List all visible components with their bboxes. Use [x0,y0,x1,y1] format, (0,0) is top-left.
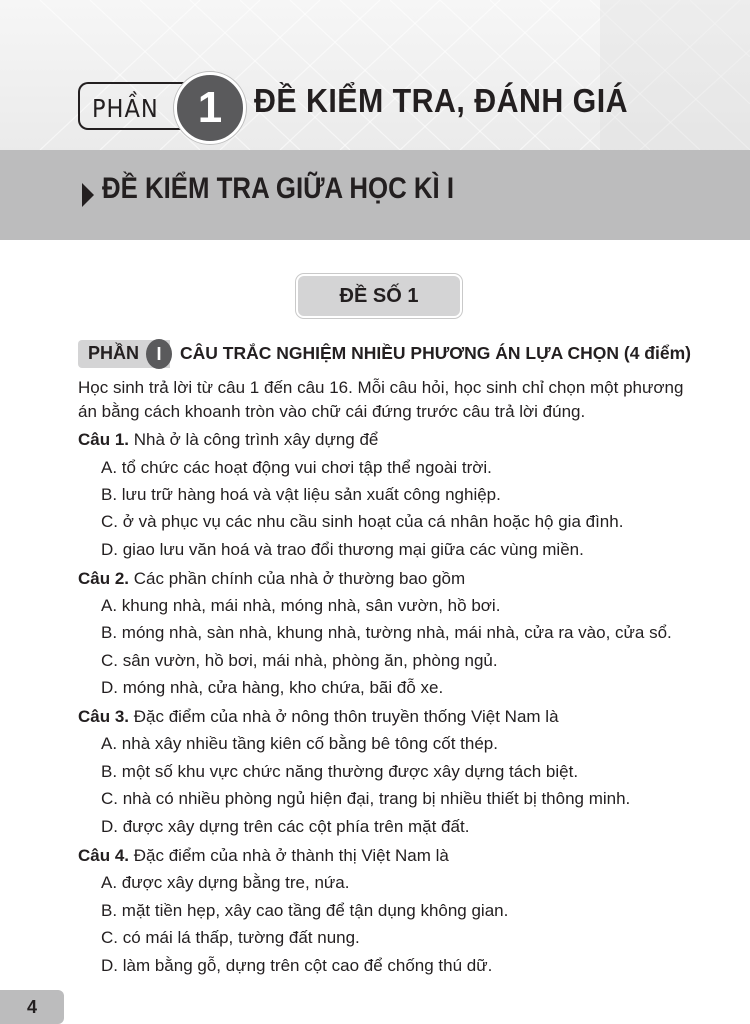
page-number-tab [0,990,64,1024]
answer-option[interactable]: B. một số khu vực chức năng thường được xây dựng tách biệt. [101,762,579,781]
answer-option[interactable]: A. tổ chức các hoạt động vui chơi tập thể ngoài trời. [101,458,492,477]
section-title: CÂU TRẮC NGHIỆM NHIỀU PHƯƠNG ÁN LỰA CHỌN (4 điểm) [180,343,691,363]
answer-option[interactable]: B. móng nhà, sàn nhà, khung nhà, tường nhà, mái nhà, cửa ra vào, cửa sổ. [101,623,672,642]
answer-option[interactable]: D. móng nhà, cửa hàng, kho chứa, bãi đỗ xe. [101,678,444,697]
part-word: PHẦN [92,94,159,123]
answer-option[interactable]: C. sân vườn, hồ bơi, mái nhà, phòng ăn, phòng ngủ. [101,651,498,670]
question-label: Câu 3. [78,707,130,726]
question-text: Nhà ở là công trình xây dựng để [133,430,379,449]
chapter-header [0,0,750,240]
part-number-circle: 1 [174,72,246,144]
exam-title-badge [296,274,462,318]
answer-option[interactable]: B. lưu trữ hàng hoá và vật liệu sản xuất công nghiệp. [101,485,501,504]
question-text: Các phần chính của nhà ở thường bao gồm [133,569,466,588]
chapter-band [0,150,750,240]
exam-title: ĐỀ SỐ 1 [339,285,419,307]
question [78,569,465,589]
chapter-title: ĐỀ KIỂM TRA GIỮA HỌC KÌ I [102,172,455,205]
answer-option[interactable]: C. có mái lá thấp, tường đất nung. [101,928,360,947]
question-label: Câu 2. [78,569,130,588]
question [78,430,378,450]
answer-option[interactable]: C. nhà có nhiều phòng ngủ hiện đại, trang bị nhiều thiết bị thông minh. [101,789,631,808]
question-text: Đặc điểm của nhà ở thành thị Việt Nam là [133,846,449,865]
page-number: 4 [26,997,37,1017]
triangle-right-icon [82,183,94,207]
answer-option[interactable]: C. ở và phục vụ các nhu cầu sinh hoạt của cá nhân hoặc hộ gia đình. [101,512,624,531]
section-heading [78,339,718,369]
question-label: Câu 1. [78,430,130,449]
answer-option[interactable]: A. khung nhà, mái nhà, móng nhà, sân vườn, hồ bơi. [101,596,501,615]
answer-option[interactable]: A. nhà xây nhiều tầng kiên cố bằng bê tông cốt thép. [101,734,498,753]
part-heading [78,78,638,134]
answer-option[interactable]: D. giao lưu văn hoá và trao đổi thương mại giữa các vùng miền. [101,540,584,559]
section-number: I [146,339,172,369]
question-label: Câu 4. [78,846,130,865]
answer-option[interactable]: B. mặt tiền hẹp, xây cao tầng để tận dụng không gian. [101,901,509,920]
question-text: Đặc điểm của nhà ở nông thôn truyền thống Việt Nam là [133,707,559,726]
answer-option[interactable]: D. được xây dựng trên các cột phía trên mặt đất. [101,817,470,836]
part-title: ĐỀ KIỂM TRA, ĐÁNH GIÁ [254,82,628,119]
question [78,707,559,727]
answer-option[interactable]: A. được xây dựng bằng tre, nứa. [101,873,350,892]
question [78,846,449,866]
instructions: Học sinh trả lời từ câu 1 đến câu 16. Mỗi câu hỏi, học sinh chỉ chọn một phương án bằng cách khoanh tròn vào chữ cái đứng trước câu trả lời đúng. [78,378,684,421]
answer-option[interactable]: D. làm bằng gỗ, dựng trên cột cao để chống thú dữ. [101,956,493,975]
section-word: PHẦN [88,343,140,363]
